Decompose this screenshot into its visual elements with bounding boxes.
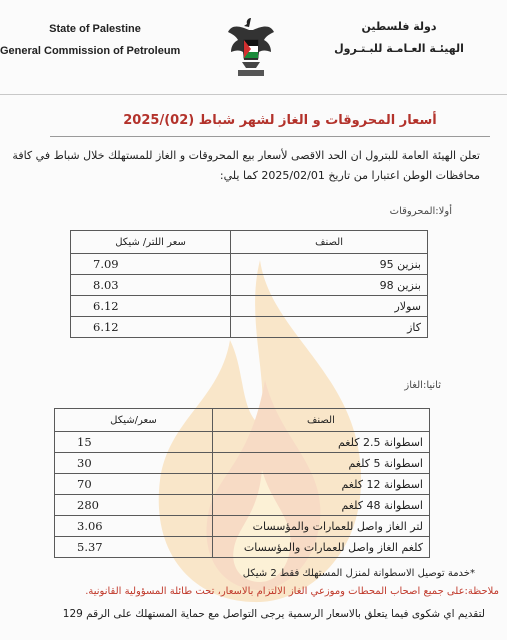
item-price: 30	[55, 453, 213, 474]
table-row	[55, 516, 430, 537]
table-row	[55, 537, 430, 558]
column-header-price: سعر اللتر/ شيكل	[71, 231, 231, 254]
item-name: كلغم الغاز واصل للعمارات والمؤسسات	[212, 537, 429, 558]
state-name-ar: دولة فلسطين	[361, 20, 437, 33]
item-price: 3.06	[55, 516, 213, 537]
complaint-contact-line: لتقديم اي شكوى فيما يتعلق بالاسعار الرسمية يرجى التواصل مع حماية المستهلك على الرقم 129	[62, 608, 485, 620]
item-name: اسطوانة 48 كلغم	[212, 495, 429, 516]
gas-section-label: ثانيا:الغاز	[404, 380, 441, 391]
delivery-footnote: *خدمة توصيل الاسطوانة لمنزل المستهلك فقط 2 شيكل	[242, 568, 475, 579]
item-price: 15	[55, 432, 213, 453]
title-underline	[50, 136, 490, 137]
item-price: 6.12	[71, 317, 231, 338]
item-name: لتر الغاز واصل للعمارات والمؤسسات	[212, 516, 429, 537]
fuel-price-table	[70, 230, 428, 338]
item-name: بنزين 95	[231, 254, 428, 275]
header-divider	[0, 94, 507, 95]
commission-name-ar: الهيئـة العـامـة للبـتـرول	[334, 42, 464, 55]
palestine-eagle-emblem-icon	[226, 12, 276, 82]
state-name-en: State of Palestine	[49, 23, 141, 35]
table-row	[71, 254, 428, 275]
table-row	[71, 275, 428, 296]
table-row	[55, 453, 430, 474]
item-name: اسطوانة 2.5 كلغم	[212, 432, 429, 453]
header-arabic	[299, 16, 499, 60]
item-price: 7.09	[71, 254, 231, 275]
table-row	[55, 495, 430, 516]
fuel-section-label: أولا:المحروقات	[389, 206, 452, 217]
item-price: 280	[55, 495, 213, 516]
page-title: أسعار المحروقات و الغاز لشهر شباط (02)/2025	[123, 113, 437, 128]
column-header-item: الصنف	[231, 231, 428, 254]
item-price: 5.37	[55, 537, 213, 558]
table-row	[55, 432, 430, 453]
column-header-item: الصنف	[212, 409, 429, 432]
intro-paragraph: تعلن الهيئة العامة للبترول ان الحد الاقصى لأسعار بيع المحروقات و الغاز للمستهلك خلال شباط في كافة محافظات الوطن اعتبارا من تاريخ 2025/02/01 كما يلي:	[12, 149, 480, 182]
item-price: 6.12	[71, 296, 231, 317]
item-name: بنزين 98	[231, 275, 428, 296]
item-name: سولار	[231, 296, 428, 317]
item-name: اسطوانة 12 كلغم	[212, 474, 429, 495]
item-name: اسطوانة 5 كلغم	[212, 453, 429, 474]
compliance-note: ملاحظة:على جميع اصحاب المحطات وموزعي الغاز الالتزام بالاسعار، تحت طائلة المسؤولية القانونية.	[85, 586, 499, 597]
table-row	[71, 296, 428, 317]
table-row	[55, 474, 430, 495]
item-price: 8.03	[71, 275, 231, 296]
header-english	[0, 18, 190, 62]
table-header-row	[71, 231, 428, 254]
gas-price-table	[54, 408, 430, 558]
item-name: كاز	[231, 317, 428, 338]
item-price: 70	[55, 474, 213, 495]
table-row	[71, 317, 428, 338]
column-header-price: سعر/شيكل	[55, 409, 213, 432]
commission-name-en: General Commission of Petroleum	[0, 45, 181, 57]
table-header-row	[55, 409, 430, 432]
